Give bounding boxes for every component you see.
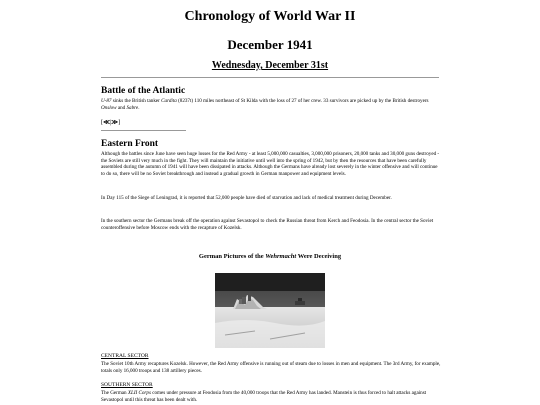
divider bbox=[101, 77, 439, 78]
southern-text: The German bbox=[101, 390, 128, 396]
previous-link[interactable]: ≪ bbox=[103, 119, 110, 126]
atlantic-paragraph bbox=[101, 98, 441, 111]
eastern-paragraph-1: Although the battles since June have seen huge losses for the Red Army - at least 5,000,000 casualties, 3,000,000 prisoners, 20,000 tanks and 30,000 guns destroyed - the Soviets are still very much in the fight. They will maintain the initiative until well into the spring of 1942, but by then the resources that have been carefully assembled during the autumn of 1941 will have been dissipated in attacks. Although the Germans have already lost severely in the winter offensive and will continue to do so, there will be no Soviet breakthrough and instead a gradual growth in German manpower and equipment levels. bbox=[101, 151, 440, 177]
destroyer-name: Onslow bbox=[101, 104, 117, 111]
atlantic-text: (8237t) 110 miles northeast of St Kilda with the loss of 27 of her crew. 33 survivors are picked up by the British destroyers bbox=[176, 98, 429, 104]
southern-sector-text bbox=[101, 390, 441, 403]
nav-separator: | bbox=[109, 119, 112, 126]
central-sector-heading: CENTRAL SECTOR bbox=[101, 353, 149, 359]
central-sector-text: The Soviet 10th Army recaptures Kozelsk. However, the Red Army offensive is running out of steam due to losses in men and equipment. The 3rd Army, for example, totals only 16,000 troops and 138 artillery pieces. bbox=[101, 361, 441, 374]
eastern-paragraph-3: In the southern sector the Germans break off the operation against Sevastopol to check the Russian threat from Kerch and Feodosia. In the central sector the Soviet counteroffensive before Moscow ends with the recapture of Kozelsk. bbox=[101, 218, 434, 231]
caption-text: Were Deceiving bbox=[296, 253, 342, 260]
uboat-name: U-87 bbox=[101, 98, 112, 104]
atlantic-text: and bbox=[116, 104, 127, 111]
next-link[interactable]: ≫ bbox=[111, 119, 119, 126]
corps-name: XLII Corps bbox=[127, 390, 151, 396]
photo-caption bbox=[0, 253, 540, 260]
destroyer-name: Sabre bbox=[126, 104, 139, 111]
snow-scene-photo bbox=[215, 273, 325, 348]
southern-sector-heading: SOUTHERN SECTOR bbox=[101, 382, 153, 388]
nav-bracket-close: ] bbox=[118, 119, 121, 126]
section-heading-eastern: Eastern Front bbox=[101, 139, 159, 149]
atlantic-text: sinks the British tanker bbox=[111, 98, 162, 104]
eastern-paragraph-2: In Day 115 of the Siege of Leningrad, it is reported that 52,000 people have died of starvation and lack of medical treatment during December. bbox=[101, 195, 392, 201]
nav-bracket-open: [ bbox=[101, 119, 104, 126]
ship-name: Cardita bbox=[161, 98, 177, 104]
page-title: Chronology of World War II bbox=[184, 9, 356, 24]
caption-emphasis: Wehrmacht bbox=[265, 253, 297, 260]
photo-image bbox=[215, 273, 325, 348]
caption-text: German Pictures of the bbox=[198, 253, 266, 260]
southern-text: comes under pressure at Feodosia from the 40,000 troops that the Red Army has landed. Manstein is thus forced to halt attacks against Sevastopol until this threat has been dealt with. bbox=[101, 390, 427, 403]
month-heading: December 1941 bbox=[227, 37, 313, 52]
day-heading: Wednesday, December 31st bbox=[211, 60, 329, 71]
section-heading-atlantic: Battle of the Atlantic bbox=[101, 86, 186, 96]
page-navigation bbox=[101, 118, 120, 126]
atlantic-text: . bbox=[138, 104, 140, 111]
divider bbox=[101, 130, 186, 131]
